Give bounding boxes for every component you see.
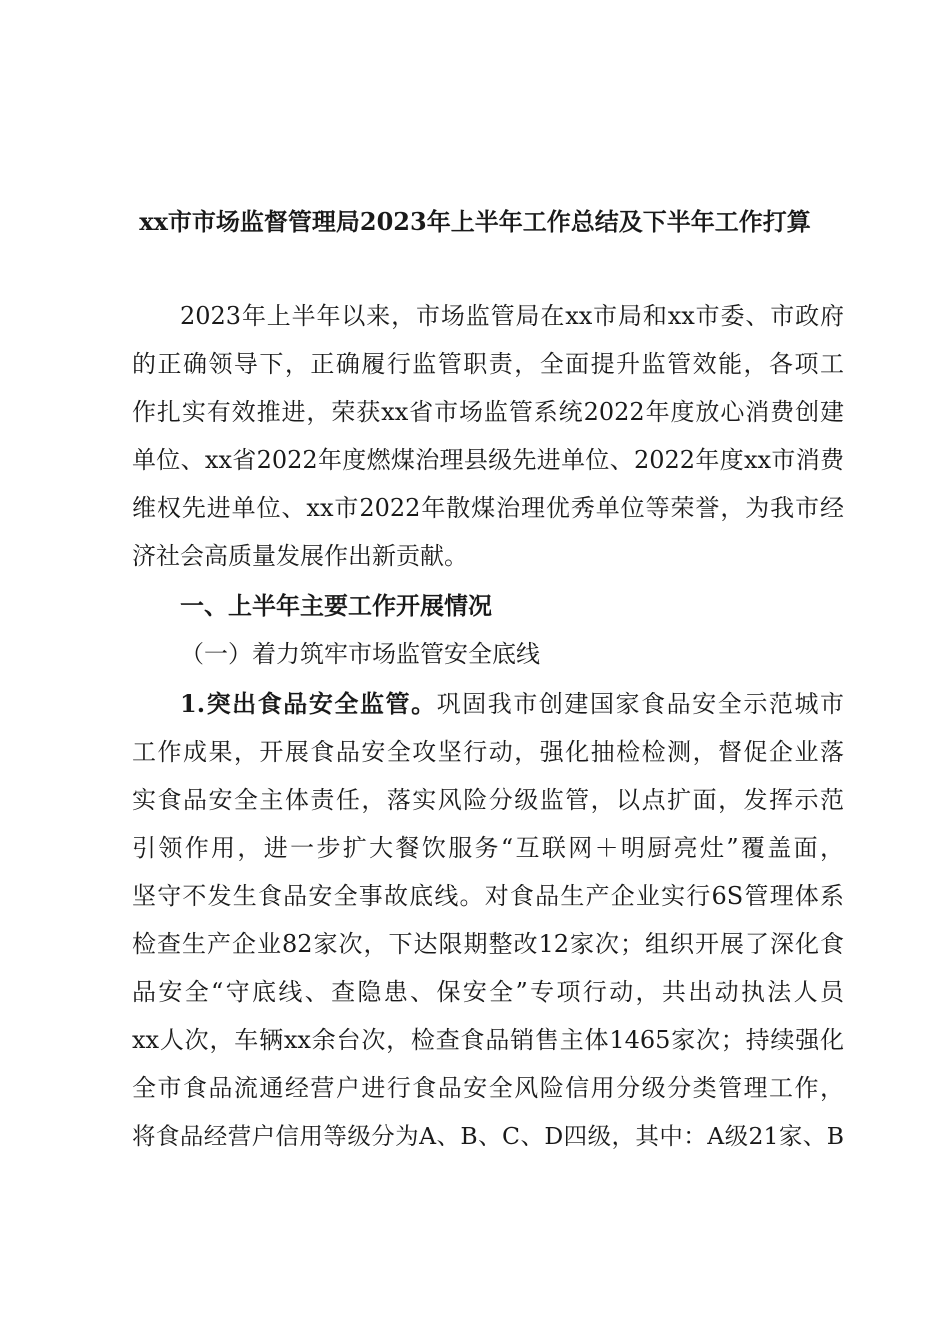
item1-line-3: 实食品安全主体责任，落实风险分级监管，以点扩面，发挥示范 <box>132 786 844 814</box>
item1-line-2: 工作成果，开展食品安全攻坚行动，强化抽检检测，督促企业落 <box>132 738 844 766</box>
item1-line-9: 全市食品流通经营户进行食品安全风险信用分级分类管理工作， <box>132 1074 844 1102</box>
item1-line-8: xx人次，车辆xx余台次，检查食品销售主体1465家次；持续强化 <box>132 1026 844 1054</box>
intro-line-6: 济社会高质量发展作出新贡献。 <box>132 542 468 570</box>
intro-line-3: 作扎实有效推进，荣获xx省市场监管系统2022年度放心消费创建 <box>132 398 844 426</box>
intro-line-5: 维权先进单位、xx市2022年散煤治理优秀单位等荣誉，为我市经 <box>132 494 844 522</box>
item1-line-6: 检查生产企业82家次，下达限期整改12家次；组织开展了深化食 <box>132 930 844 958</box>
item1-line-10: 将食品经营户信用等级分为A、B、C、D四级，其中：A级21家、B <box>132 1122 844 1150</box>
document-title: xx市市场监督管理局2023年上半年工作总结及下半年工作打算 <box>139 207 811 236</box>
intro-line-2: 的正确领导下，正确履行监管职责，全面提升监管效能，各项工 <box>132 350 844 378</box>
item1-first-line-text: 巩固我市创建国家食品安全示范城市 <box>436 690 845 718</box>
item1-line-7: 品安全“守底线、查隐患、保安全”专项行动，共出动执法人员 <box>132 978 844 1006</box>
intro-line-1: 2023年上半年以来，市场监管局在xx市局和xx市委、市政府 <box>180 302 844 330</box>
section-heading: 一、上半年主要工作开展情况 <box>180 591 492 620</box>
subsection-heading: （一）着力筑牢市场监管安全底线 <box>180 640 540 668</box>
intro-line-4: 单位、xx省2022年度燃煤治理县级先进单位、2022年度xx市消费 <box>132 446 844 474</box>
item1-first-line <box>180 680 844 728</box>
item1-bold-lead: 1.突出食品安全监管。 <box>180 689 437 718</box>
item1-line-5: 坚守不发生食品安全事故底线。对食品生产企业实行6S管理体系 <box>132 882 844 910</box>
item1-line-4: 引领作用，进一步扩大餐饮服务“互联网＋明厨亮灶”覆盖面， <box>132 834 844 862</box>
